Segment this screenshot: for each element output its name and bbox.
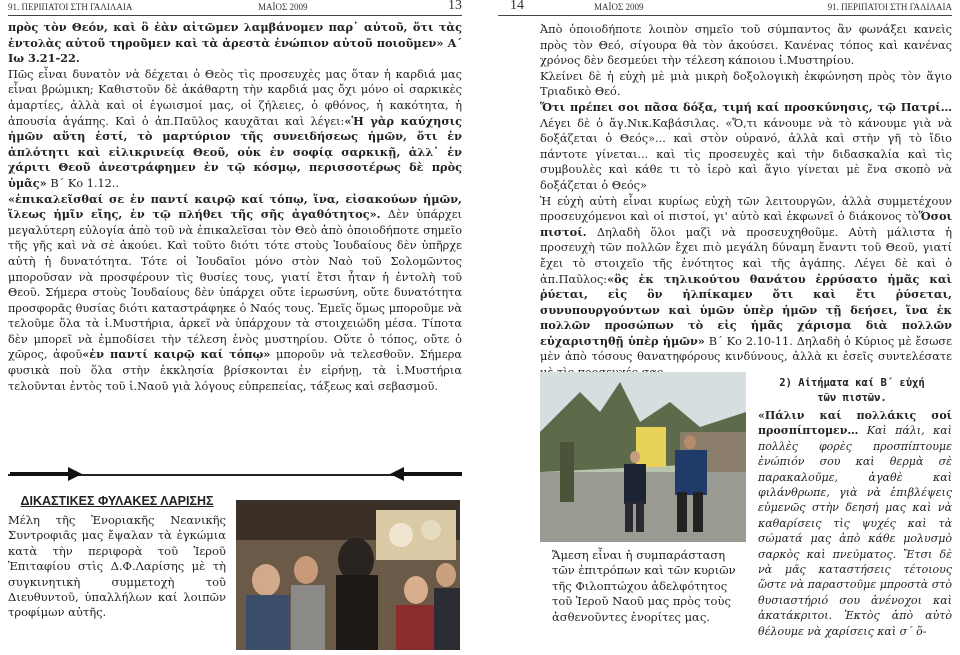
page-number: 14 <box>510 0 524 13</box>
header-month: ΜΑΪΟΣ 2009 <box>594 2 644 12</box>
header-title: 91. ΠΕΡΙΠΑΤΟΙ ΣΤΗ ΓΑΛΙΛΑΙΑ <box>8 2 133 12</box>
running-head-right <box>498 0 952 16</box>
paragraph: Ἀπὸ ὁποιοδήποτε λοιπὸν σημεῖο τοῦ σύμπαντος ἂν φωνάξει κανεὶς πρὸς τὸν Θεό, σίγουρα θὰ τὸν ἀκούσει. Κανένας τόπος καὶ κανένας χρόνος δὲν δεσμεύει τὴν τέλεση κάποιου ἱ.Μυστηρίου. <box>540 23 952 68</box>
epitaph-procession-photo <box>236 500 460 650</box>
paragraph: Κλείνει δὲ ἡ εὐχὴ μὲ μιὰ μικρὴ δοξολογικὴ ἐκφώνηση πρὸς τὸν ἅγιο Τριαδικὸ Θεό. <box>540 69 952 99</box>
header-title: 91. ΠΕΡΙΠΑΤΟΙ ΣΤΗ ΓΑΛΙΛΑΙΑ <box>827 2 952 12</box>
right-main-text <box>540 22 952 381</box>
prison-box <box>8 494 226 621</box>
side-column-text: «Πάλιν καί πολλάκις σοί προσπίπτομεν… Καὶ πάλι, καὶ πολλὲς φορὲς προσπίπτουμε ἐνώπιόν σου καὶ θερμὰ σὲ παρακαλοῦμε, ἀγαθὲ καὶ φιλάνθρωπε, γιὰ νὰ ἐπιβλέψεις εὐμενῶς στὴν δεησή μας καὶ νὰ καθαρίσεις τὶς ψυχές καὶ τὰ σώματά μας ἀπὸ κάθε μολυσμὸ σαρκὸς καὶ πνεύματος. Ἔτσι δὲ νὰ μᾶς καταστήσεις τέτοιους ὥστε νὰ παραστοῦμε μπροστὰ στὸ θυσιαστήριό σου ἀνένοχοι καὶ ἀκατάκριτοι. Ἐκτὸς ἀπὸ αὐτὸ θέλουμε νὰ χαρίσεις καὶ σ΄ ὅ- <box>758 409 952 638</box>
paragraph: Ὅτι πρέπει σοι πᾶσα δόξα, τιμή καί προσκύνησις, τῷ Πατρί… Λέγει δὲ ὁ ἅγ.Νικ.Καβάσιλας. «Ὅ,τι κάνουμε νὰ τὸ κάνουμε γιὰ νὰ δοξάζεται ὁ Θεός»... καὶ στὸν οὐρανό, ἀλλὰ καὶ στὴν γῆ τὸ ἴδιο πάντοτε γίνεται... καὶ τὶς προσευχὲς καὶ τὴν διδασκαλία καὶ τὶς συμβουλὲς καὶ κάθε τι τὸ ἱερὸ καὶ ἅγιο γίνεται μὲ ἕνα σκοπὸ νὰ δοξάζεται ὁ Θεός» <box>540 99 952 192</box>
section-heading: 2) Αἰτήματα καί Β΄ εὐχή τῶν πιστῶν. <box>779 377 925 404</box>
paragraph: πρὸς τὸν Θεόν, καὶ ὃ ἐὰν αἰτῶμεν λαμβάνομεν παρ᾿ αὐτοῦ, ὅτι τὰς ἐντολὰς αὐτοῦ τηροῦμεν καὶ τὰ ἀρεστὰ ἐνώπιον αὐτοῦ ποιοῦμεν» Α΄ Ιω 3.21-22. <box>8 20 462 66</box>
arrow-left-icon <box>390 466 462 482</box>
paragraph: Πῶς εἶναι δυνατὸν νὰ δέχεται ὁ Θεὸς τὶς προσευχὲς μας ὅταν ἡ καρδιά μας εἶναι βρώμικη; Καθιστοῦν δὲ ἀκάθαρτη τὴν καρδιά μας ὄχι μόνο οἱ σαρκικὲς ἁμαρτίες, ἀλλὰ καὶ οἱ ἐγωισμοί μας, οἱ ζήλειες, ὁ φθόνος, ἡ κακότητα, ἡ ἀπουσία ἀγάπης. Καὶ ὁ ἀπ.Παῦλος καυχᾶται καὶ λέγει:«Ἡ γὰρ καύχησις ἡμῶν αὕτη ἐστί, τὸ μαρτύριον τῆς συνειδήσεως ἡμῶν, ὅτι ἐν ἁπλότητι καὶ εἰλικρινείᾳ Θεοῦ, οὐκ ἐν σοφίᾳ σαρκικῇ, ἀλλ᾿ ἐν χάριτι Θεοῦ ἀνεστράφημεν ἐν τῷ κόσμῳ, περισσοτέρως δὲ πρὸς ὑμᾶς» Β΄ Κο 1.12.. <box>8 67 462 190</box>
header-month: ΜΑΪΟΣ 2009 <box>258 2 308 12</box>
photo-caption: Ἄμεση εἶναι ἡ συμπαράσταση τῶν ἐπιτρόπων καὶ τῶν κυριῶν τῆς Φιλοπτώχου ἀδελφότητος τοῦ Ἱεροῦ Ναοῦ μας πρὸς τοὺς ἀσθενοῦντες ἐνορίτες μας. <box>552 548 736 624</box>
right-page <box>490 0 960 655</box>
left-page <box>0 0 470 655</box>
page-number: 13 <box>448 0 462 13</box>
box-title: ΔΙΚΑΣΤΙΚΕΣ ΦΥΛΑΚΕΣ ΛΑΡΙΣΗΣ <box>20 494 214 508</box>
box-text: Μέλη τῆς Ἐνοριακῆς Νεανικῆς Συντροφιᾶς μας ἔψαλαν τὰ ἐγκώμια κατὰ τὴν περιφορὰ τοῦ Ἱεροῦ Ἐπιταφίου στὶς Δ.Φ.Λαρίσης μὲ τὴ συγκινητικὴ συμμετοχὴ τοῦ Διευθυντοῦ, ὑπαλλήλων καί λοιπῶν τροφίμων αὐτῆς. <box>8 513 226 620</box>
running-head-left <box>8 0 462 16</box>
ambulance-photo <box>540 372 746 542</box>
paragraph: Ἡ εὐχὴ αὐτὴ εἶναι κυρίως εὐχὴ τῶν λειτουργῶν, ἀλλὰ συμμετέχουν προσευχόμενοι καὶ οἱ πιστοί, γι' αὐτὸ καὶ ἐκφωνεῖ ὁ διάκονος τὸὍσοι πιστοί. Δηλαδὴ ὅλοι μαζὶ νὰ προσευχηθοῦμε. Αὐτὴ μάλιστα ἡ προσευχὴ τῶν πολλῶν ἔχει πιὸ μεγάλη δύναμη ἔναντι τοῦ Θεοῦ, γιατί ἔχει τὸ στοιχεῖο τῆς ἑνότητος καὶ τῆς ἀγάπης. Λέγει δὲ καὶ ὁ ἀπ.Παῦλος:«ὃς ἐκ τηλικούτου θανάτου ἐρρύσατο ἡμᾶς καὶ ῥύεται, εἰς ὃν ἠλπίκαμεν ὅτι καὶ ἔτι ῥύσεται, συνυπουργούντων καὶ ὑμῶν ὑπὲρ ἡμῶν τῇ δεήσει, ἵνα ἐκ πολλῶν προσώπων τὸ εἰς ἡμᾶς χάρισμα διὰ πολλῶν εὐχαριστηθῇ ὑπὲρ ἡμῶν» Β΄ Κο 2.10-11. Δηλαδὴ ὁ Κύριος μὲ ἔσωσε μὲν ἀπὸ τόσους θανατηφόρους κινδύνους, ἀλλὰ κι ἐσεῖς συντελέσατε <box>540 194 952 364</box>
arrow-right-icon <box>10 466 82 482</box>
left-main-text <box>8 20 462 394</box>
paragraph: «ἐπικαλεῖσθαί σε ἐν παντί καιρῷ καί τόπῳ, ἵνα, εἰσακούων ἡμῶν, ἵλεως ἡμῖν εἴης, ἐν τῷ πλήθει τῆς σῆς ἀγαθότητος». Δὲν ὑπάρχει μεγαλύτερη εὐλογία ἀπὸ τοῦ νὰ ἐπικαλεῖσαι τὸν Θεὸ ἀπὸ ὁποιοδήποτε σημεῖο τῆς γῆς καὶ νὰ σὲ ἀκούει. Καὶ τοῦτο διότι τότε στοὺς Ἰουδαίους δὲν ὑπῆρχε αὐτὴ ἡ δυνατότητα. Τότε οἱ Ἰουδαῖοι μόνο στὸν Ναὸ τοῦ Σολομῶντος μποροῦσαν νὰ προσφέρουν τὶς θυσίες τους, γιατί ἔτσι ἦταν ἡ ἐντολὴ τοῦ Θεοῦ. Σήμερα στοὺς Ἰουδαίους δὲν ὑπάρχει οὔτε ἱερωσύνη, οὔτε δυνατότητα προσφορᾶς θυσίας διότι καταστράφηκε ὁ Ναός τους. Ἐμεῖς ὅμως μποροῦμε νὰ τελοῦμε ὅλα τὰ ἱ.Μυστήρια, ἀρκεῖ νὰ ὑπάρχουν τὰ στοιχειώδη μέσα. Τίποτα δὲν μπορεῖ νὰ ἐμποδίσει τὴν τέλεση ἑνὸς μυστηρίου. Οὔτε ὁ τόπος, οὔτε ὁ χῶρος, ἀφοῦ«ἐν παντί καιρῷ καί τόπῳ» μποροῦν νὰ τελεσθοῦν. Σήμερα φυσικὰ ποὺ ὅλα στὴν ἐκκλησία βρίσκονται ἐν εἰρήνῃ, τὰ ἱ.Μυστήρια τελοῦνται ἐντὸς τοῦ ἱ.Ναοῦ γιὰ λόγους εὐπρεπείας, τάξεως καὶ σεβασμοῦ. <box>8 191 462 393</box>
